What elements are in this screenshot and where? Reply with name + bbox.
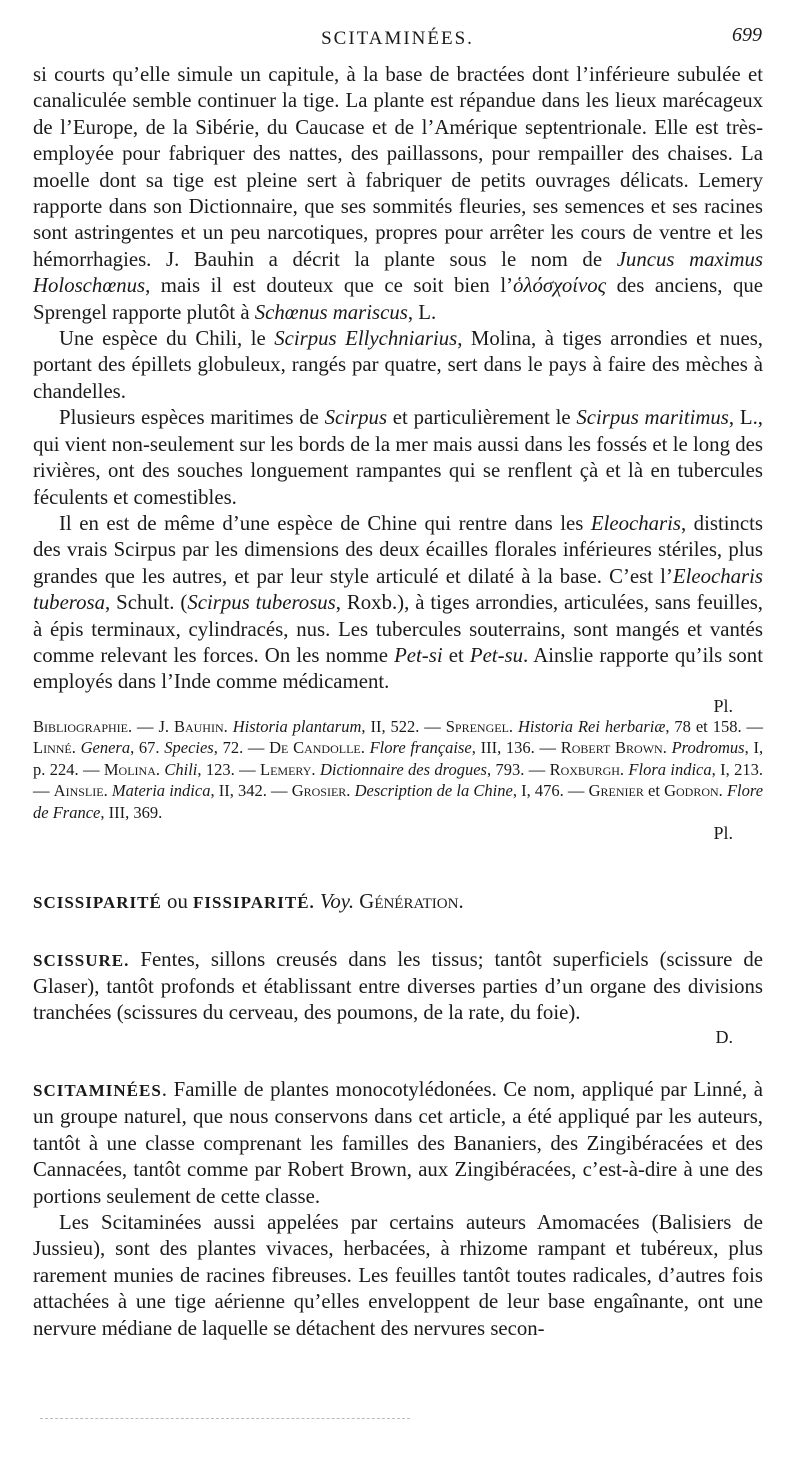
author-signature: D. — [715, 1026, 733, 1047]
text-run: , mais il est douteux que ce soit bien l’ — [145, 274, 514, 298]
text-run: , I, 476. — — [512, 781, 589, 801]
small-caps-run: Grenier — [588, 781, 644, 801]
text-run: , Molina, à tiges arrondies et nues, portant des épillets globuleux, rangés par quatre, sert dans le pays à faire des mèches à chandelles. — [33, 327, 763, 403]
entry-title: SCISSIPARITÉ — [33, 893, 162, 913]
italic-run: Voy. — [320, 890, 355, 914]
text-run: . Ainslie rapporte qu’ils sont employés dans l’Inde comme médicament. — [33, 643, 763, 694]
italic-run: Juncus maximus Holoschœnus — [33, 247, 764, 298]
italic-run: Flore française — [369, 738, 472, 758]
italic-run: Eleocharis tuberosa — [33, 564, 763, 615]
small-caps-run: Roxburgh. — [549, 759, 625, 779]
text-run: , 123. — — [197, 759, 261, 779]
text-run: , 793. — — [486, 759, 550, 779]
entry-title: FISSIPARITÉ. — [193, 893, 315, 913]
entry-title: SCISSURE. — [33, 950, 130, 970]
small-caps-run: Godron. — [664, 781, 723, 801]
italic-run: Pet-si — [394, 643, 443, 667]
bibliography — [33, 716, 763, 824]
text-run: , distincts des vrais Scirpus par les dimensions des deux écailles florales inférieures stériles, plus grandes que les autres, et par leur style articulé et dilaté à la base. C’est l’ — [33, 511, 764, 588]
small-caps-run: Molina. — [103, 759, 160, 779]
text-run: si courts qu’elle simule un capitule, à la base de bractées dont l’inférieure subulée et canaliculée semble continuer la tige. La plante est répandue dans les lieux marécageux de l’Europe, de la Sibérie, du Caucase et de l’Amérique septentrionale. Elle est très-employée pour fabriquer des nattes, des paillassons, pour rempailler des chaises. La moelle dont sa tige est pleine sert à fabriquer de petits ouvrages délicats. Lemery rapporte dans son Dictionnaire, que ses sommités fleuries, ses semences et ses racines sont astringentes et un peu narcotiques, propres pour arrêter les cours de ventre et les hémorrhagies. J. Bauhin a décrit la plante sous le nom de — [33, 63, 763, 271]
italic-run: Materia indica — [111, 781, 211, 801]
header-title: SCITAMINÉES. — [321, 28, 474, 49]
text-run: , 67. — [130, 738, 165, 758]
text-run: Plusieurs espèces maritimes de — [59, 406, 325, 430]
text-run: , 78 et 158. — — [665, 716, 764, 736]
paragraph-eleocharis — [33, 511, 763, 696]
paragraph-scitaminees-description — [33, 1210, 763, 1342]
small-caps-run: Sprengel. — [445, 716, 514, 736]
italic-run: Flore de France — [33, 781, 764, 822]
entry-scissure — [33, 947, 763, 1027]
italic-run: Scirpus tuberosus — [187, 591, 336, 615]
small-caps-run: De Candolle. — [269, 738, 365, 758]
text-run: — J. — [132, 716, 174, 736]
text-run: , Schult. ( — [105, 591, 188, 615]
italic-run: Species — [164, 738, 214, 758]
italic-run: Eleocharis — [590, 511, 681, 535]
italic-run: Genera — [80, 738, 131, 758]
main-text — [33, 62, 763, 1342]
entry-scitaminees — [33, 1077, 763, 1210]
paragraph-jonc — [33, 62, 763, 326]
author-signature: Pl. — [713, 695, 733, 716]
italic-run: Historia plantarum — [232, 716, 362, 736]
small-caps-run: Linné. — [33, 738, 76, 758]
small-caps-run: Génération. — [359, 890, 464, 914]
italic-run: Scirpus Ellychniarius — [274, 327, 458, 351]
italic-run: Historia Rei herbariæ — [518, 716, 666, 736]
text-run: , III, 369. — [100, 802, 163, 822]
text-run: , II, 342. — — [210, 781, 292, 801]
text-run: Les Scitaminées aussi appelées par certains auteurs Amomacées (Balisiers de Jussieu), sont des plantes vivaces, herbacées, à rhizome rampant et tubéreux, plus rarement munies de racines fibreuses. Les feuilles tantôt toutes radicales, d’autres fois attachées à une tige aérienne qu’elles enveloppent de leur base engaînante, ont une nervure médiane de laquelle se détachent des nervures secon- — [33, 1210, 763, 1340]
text-run: et — [442, 643, 470, 667]
footer-rule — [40, 1418, 410, 1419]
italic-run: Dictionnaire des drogues — [319, 759, 487, 779]
page-number: 699 — [732, 24, 762, 46]
text-run: et particulièrement le — [387, 406, 577, 430]
text-run: , 72. — — [213, 738, 270, 758]
italic-run: Flora indica — [628, 759, 712, 779]
text-run: , III, 136. — — [471, 738, 561, 758]
text-run: , L. — [407, 300, 437, 324]
text-run: des anciens, que Sprengel rapporte plutôt à — [33, 274, 763, 324]
author-signature: Pl. — [713, 823, 733, 844]
paragraph-maritimus — [33, 405, 763, 511]
small-caps-run: Bibliographie. — [33, 716, 133, 736]
text-run: ou — [161, 890, 194, 914]
text-run: Une espèce du Chili, le — [59, 327, 275, 351]
italic-run: Prodromus — [671, 738, 745, 758]
entry-title: SCITAMINÉES — [33, 1080, 162, 1100]
small-caps-run: Lemery. — [260, 759, 316, 779]
small-caps-run: Grosier. — [291, 781, 351, 801]
text-run: , II, 522. — — [361, 716, 446, 736]
text-run: Fentes, sillons creusés dans les tissus; tantôt superficiels (scissure de Glaser), tantôt profonds et établissant entre diverses parties d’un organe des divisions tranchées (scissures du cerveau, des poumons, de la rate, du foie). — [33, 947, 763, 1025]
text-run: , I, p. 224. — — [33, 738, 764, 779]
italic-run: Schœnus mariscus — [254, 300, 408, 324]
italic-run: Scirpus maritimus — [576, 406, 729, 430]
text-run: . Famille de plantes monocotylédonées. Ce nom, appliqué par Linné, à un groupe naturel, que nous conservons dans cet article, a été appliqué par les auteurs, tantôt à une classe comprenant les familles des Bananiers, des Zingibéracées et des Cannacées, tantôt comme par Robert Brown, aux Zingibéracées, c’est-à-dire à une des portions seulement de cette classe. — [33, 1077, 763, 1208]
italic-run: Chili — [164, 759, 198, 779]
text-run: , Roxb.), à tiges arrondies, articulées, sans feuilles, à épis terminaux, cylindracés, nus. Les tubercules souterrains, sont mangés et vantés comme relevant les forces. On les nomme — [33, 591, 763, 667]
italic-run: Scirpus — [324, 406, 388, 430]
running-header — [33, 24, 762, 58]
entry-scissiparite — [33, 889, 763, 916]
paragraph-chili — [33, 326, 763, 405]
text-run: et — [643, 781, 665, 801]
small-caps-run: Ainslie. — [53, 781, 108, 801]
text-run: Il en est de même d’une espèce de Chine qui rentre dans les — [59, 511, 591, 535]
small-caps-run: Robert Brown. — [560, 738, 667, 758]
text-run: , L., qui vient non-seulement sur les bords de la mer mais aussi dans les fossés et le long des rivières, ont des souches longuement rampantes qui se renflent çà et là en tubercules féculents et comestibles. — [33, 406, 763, 509]
small-caps-run: Bauhin. — [173, 716, 228, 736]
italic-run: Pet-su — [469, 643, 524, 667]
italic-run: Description de la Chine — [354, 781, 513, 801]
text-run: , I, 213. — — [33, 759, 763, 801]
italic-run: ὁλόσχοίνος — [513, 274, 607, 298]
